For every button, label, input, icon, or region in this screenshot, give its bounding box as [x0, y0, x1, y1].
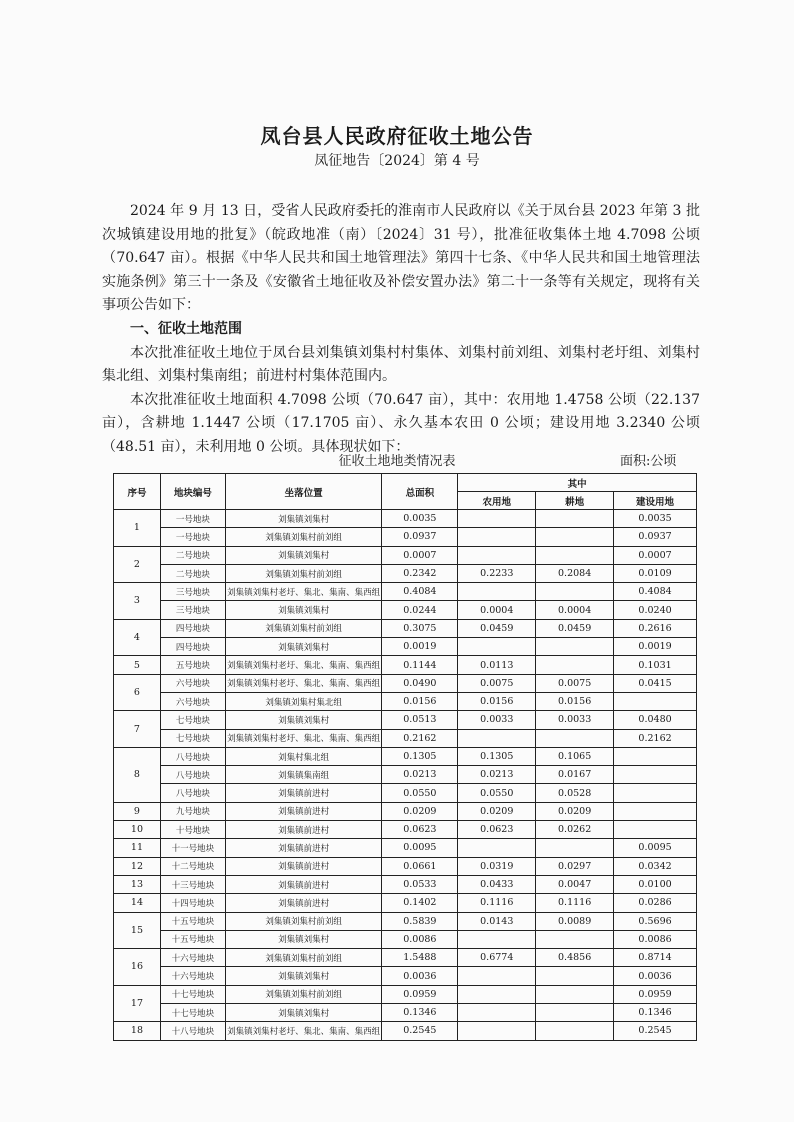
parcel-id-cell: 七号地块	[160, 711, 225, 729]
construction-area-cell: 0.0109	[614, 564, 697, 582]
seq-cell: 12	[114, 857, 161, 875]
location-cell: 刘集镇刘集村	[225, 711, 382, 729]
location-cell: 刘集镇前进村	[225, 839, 382, 857]
seq-cell: 3	[114, 583, 161, 620]
location-cell: 刘集镇集南组	[225, 766, 382, 784]
table-row	[114, 967, 697, 985]
parcel-id-cell: 五号地块	[160, 656, 225, 674]
arable-area-cell	[536, 510, 614, 528]
parcel-id-cell: 八号地块	[160, 766, 225, 784]
parcel-id-cell: 十六号地块	[160, 949, 225, 967]
total-area-cell: 0.0661	[382, 857, 458, 875]
agri-area-cell	[458, 528, 536, 546]
parcel-id-cell: 三号地块	[160, 583, 225, 601]
construction-area-cell: 0.0342	[614, 857, 697, 875]
header-parcel: 地块编号	[160, 474, 225, 510]
seq-cell: 9	[114, 802, 161, 820]
location-cell: 刘集镇刘集村前刘组	[225, 528, 382, 546]
parcel-id-cell: 九号地块	[160, 802, 225, 820]
agri-area-cell	[458, 930, 536, 948]
arable-area-cell	[536, 985, 614, 1003]
location-cell: 刘集村集北组	[225, 747, 382, 765]
construction-area-cell: 0.0480	[614, 711, 697, 729]
table-row	[114, 912, 697, 930]
parcel-id-cell: 一号地块	[160, 510, 225, 528]
total-area-cell: 0.0623	[382, 821, 458, 839]
table-row	[114, 674, 697, 692]
seq-cell: 16	[114, 949, 161, 986]
location-cell: 刘集镇刘集村老圩、集北、集南、集西组	[225, 583, 382, 601]
arable-area-cell: 0.0004	[536, 601, 614, 619]
construction-area-cell: 0.2162	[614, 729, 697, 747]
total-area-cell: 0.1402	[382, 894, 458, 912]
agri-area-cell: 0.0209	[458, 802, 536, 820]
construction-area-cell	[614, 802, 697, 820]
table-row	[114, 564, 697, 582]
seq-cell: 2	[114, 546, 161, 583]
table-row	[114, 985, 697, 1003]
location-cell: 刘集镇刘集村老圩、集北、集南、集西组	[225, 674, 382, 692]
parcel-id-cell: 一号地块	[160, 528, 225, 546]
location-cell: 刘集镇刘集村老圩、集北、集南、集西组	[225, 656, 382, 674]
construction-area-cell	[614, 747, 697, 765]
parcel-id-cell: 十七号地块	[160, 1004, 225, 1022]
parcel-id-cell: 十五号地块	[160, 930, 225, 948]
construction-area-cell: 0.0415	[614, 674, 697, 692]
construction-area-cell: 0.0095	[614, 839, 697, 857]
construction-area-cell: 0.0036	[614, 967, 697, 985]
arable-area-cell: 0.1065	[536, 747, 614, 765]
construction-area-cell	[614, 821, 697, 839]
construction-area-cell	[614, 784, 697, 802]
location-cell: 刘集镇刘集村集北组	[225, 692, 382, 710]
agri-area-cell: 0.0623	[458, 821, 536, 839]
table-row	[114, 528, 697, 546]
total-area-cell: 0.0209	[382, 802, 458, 820]
header-agri: 农用地	[458, 492, 536, 510]
total-area-cell: 0.2162	[382, 729, 458, 747]
location-cell: 刘集镇刘集村	[225, 546, 382, 564]
table-row	[114, 839, 697, 857]
arable-area-cell: 0.0528	[536, 784, 614, 802]
seq-cell: 5	[114, 656, 161, 674]
agri-area-cell: 0.2233	[458, 564, 536, 582]
header-location: 坐落位置	[225, 474, 382, 510]
arable-area-cell	[536, 656, 614, 674]
header-construction: 建设用地	[614, 492, 697, 510]
location-cell: 刘集镇刘集村前刘组	[225, 564, 382, 582]
total-area-cell: 1.5488	[382, 949, 458, 967]
construction-area-cell: 0.0240	[614, 601, 697, 619]
construction-area-cell: 0.8714	[614, 949, 697, 967]
agri-area-cell: 0.0113	[458, 656, 536, 674]
seq-cell: 17	[114, 985, 161, 1022]
arable-area-cell	[536, 839, 614, 857]
agri-area-cell: 0.6774	[458, 949, 536, 967]
location-cell: 刘集镇前进村	[225, 802, 382, 820]
table-row	[114, 619, 697, 637]
table-row	[114, 857, 697, 875]
parcel-id-cell: 十八号地块	[160, 1022, 225, 1040]
seq-cell: 6	[114, 674, 161, 711]
parcel-id-cell: 八号地块	[160, 747, 225, 765]
seq-cell: 1	[114, 510, 161, 547]
table-row	[114, 638, 697, 656]
parcel-id-cell: 十三号地块	[160, 875, 225, 893]
total-area-cell: 0.0035	[382, 510, 458, 528]
parcel-id-cell: 二号地块	[160, 564, 225, 582]
location-cell: 刘集镇前进村	[225, 857, 382, 875]
arable-area-cell: 0.0167	[536, 766, 614, 784]
agri-area-cell	[458, 583, 536, 601]
parcel-id-cell: 十六号地块	[160, 967, 225, 985]
section-heading: 一、征收土地范围	[130, 320, 242, 337]
total-area-cell: 0.0007	[382, 546, 458, 564]
table-row	[114, 546, 697, 564]
table-row	[114, 894, 697, 912]
table-row	[114, 711, 697, 729]
parcel-id-cell: 十七号地块	[160, 985, 225, 1003]
parcel-id-cell: 二号地块	[160, 546, 225, 564]
location-cell: 刘集镇刘集村前刘组	[225, 619, 382, 637]
seq-cell: 10	[114, 821, 161, 839]
arable-area-cell: 0.1116	[536, 894, 614, 912]
location-cell: 刘集镇刘集村	[225, 930, 382, 948]
arable-area-cell: 0.0297	[536, 857, 614, 875]
agri-area-cell	[458, 1022, 536, 1040]
scope-paragraph: 本次批准征收土地位于凤台县刘集镇刘集村村集体、刘集村前刘组、刘集村老圩组、刘集村集北组、刘集村集南组；前进村村集体范围内。	[102, 344, 700, 385]
location-cell: 刘集镇刘集村老圩、集北、集南、集西组	[225, 1022, 382, 1040]
total-area-cell: 0.0019	[382, 638, 458, 656]
header-of-which: 其中	[458, 474, 697, 492]
construction-area-cell: 0.0959	[614, 985, 697, 1003]
arable-area-cell: 0.0047	[536, 875, 614, 893]
table-row	[114, 510, 697, 528]
seq-cell: 13	[114, 875, 161, 893]
total-area-cell: 0.0095	[382, 839, 458, 857]
location-cell: 刘集镇前进村	[225, 784, 382, 802]
construction-area-cell	[614, 766, 697, 784]
table-row	[114, 583, 697, 601]
location-cell: 刘集镇刘集村	[225, 601, 382, 619]
arable-area-cell	[536, 930, 614, 948]
parcel-id-cell: 十一号地块	[160, 839, 225, 857]
agri-area-cell: 0.0143	[458, 912, 536, 930]
agri-area-cell: 0.0433	[458, 875, 536, 893]
agri-area-cell	[458, 985, 536, 1003]
construction-area-cell: 0.5696	[614, 912, 697, 930]
total-area-cell: 0.1144	[382, 656, 458, 674]
construction-area-cell	[614, 692, 697, 710]
construction-area-cell: 0.0937	[614, 528, 697, 546]
location-cell: 刘集镇刘集村	[225, 967, 382, 985]
arable-area-cell	[536, 1004, 614, 1022]
table-row	[114, 949, 697, 967]
location-cell: 刘集镇刘集村前刘组	[225, 985, 382, 1003]
table-row	[114, 1022, 697, 1040]
construction-area-cell: 0.2616	[614, 619, 697, 637]
agri-area-cell: 0.1305	[458, 747, 536, 765]
location-cell: 刘集镇刘集村	[225, 638, 382, 656]
agri-area-cell: 0.0075	[458, 674, 536, 692]
construction-area-cell: 0.0007	[614, 546, 697, 564]
table-row	[114, 1004, 697, 1022]
parcel-id-cell: 三号地块	[160, 601, 225, 619]
total-area-cell: 0.0036	[382, 967, 458, 985]
total-area-cell: 0.5839	[382, 912, 458, 930]
construction-area-cell: 0.0100	[614, 875, 697, 893]
arable-area-cell	[536, 967, 614, 985]
parcel-id-cell: 四号地块	[160, 619, 225, 637]
table-row	[114, 821, 697, 839]
table-caption-row	[0, 450, 794, 470]
total-area-cell: 0.0213	[382, 766, 458, 784]
parcel-id-cell: 十号地块	[160, 821, 225, 839]
construction-area-cell: 0.0286	[614, 894, 697, 912]
header-arable: 耕地	[536, 492, 614, 510]
total-area-cell: 0.0244	[382, 601, 458, 619]
seq-cell: 7	[114, 711, 161, 748]
agri-area-cell	[458, 1004, 536, 1022]
agri-area-cell	[458, 967, 536, 985]
table-row	[114, 766, 697, 784]
total-area-cell: 0.0490	[382, 674, 458, 692]
table-row	[114, 875, 697, 893]
header-total: 总面积	[382, 474, 458, 510]
agri-area-cell	[458, 546, 536, 564]
arable-area-cell	[536, 528, 614, 546]
parcel-id-cell: 七号地块	[160, 729, 225, 747]
arable-area-cell	[536, 583, 614, 601]
total-area-cell: 0.0959	[382, 985, 458, 1003]
parcel-id-cell: 八号地块	[160, 784, 225, 802]
arable-area-cell	[536, 638, 614, 656]
construction-area-cell: 0.2545	[614, 1022, 697, 1040]
table-row	[114, 802, 697, 820]
intro-paragraph: 2024 年 9 月 13 日，受省人民政府委托的淮南市人民政府以《关于凤台县 2023 年第 3 批次城镇建设用地的批复》（皖政地准（南）〔2024〕31 号），批准征收集体土地 4.7098 公顷（70.647 亩）。根据《中华人民共和国土地管理法》第四十七条、《中华人民共和国土地管理法实施条例》第三十一条及《安徽省土地征收及补偿安置办法》第二十一条等有关规定，现将有关事项公告如下：	[102, 203, 700, 314]
arable-area-cell: 0.0209	[536, 802, 614, 820]
document-body	[102, 200, 700, 460]
total-area-cell: 0.0156	[382, 692, 458, 710]
construction-area-cell: 0.1346	[614, 1004, 697, 1022]
seq-cell: 8	[114, 747, 161, 802]
table-row	[114, 729, 697, 747]
agri-area-cell: 0.0213	[458, 766, 536, 784]
table-row	[114, 656, 697, 674]
table-row	[114, 747, 697, 765]
total-area-cell: 0.2342	[382, 564, 458, 582]
seq-cell: 15	[114, 912, 161, 949]
table-row	[114, 601, 697, 619]
arable-area-cell: 0.2084	[536, 564, 614, 582]
arable-area-cell: 0.4856	[536, 949, 614, 967]
arable-area-cell: 0.0089	[536, 912, 614, 930]
arable-area-cell: 0.0075	[536, 674, 614, 692]
arable-area-cell	[536, 1022, 614, 1040]
table-row	[114, 784, 697, 802]
agri-area-cell	[458, 510, 536, 528]
total-area-cell: 0.0550	[382, 784, 458, 802]
parcel-id-cell: 十四号地块	[160, 894, 225, 912]
agri-area-cell: 0.1116	[458, 894, 536, 912]
header-seq: 序号	[114, 474, 161, 510]
agri-area-cell: 0.0156	[458, 692, 536, 710]
parcel-id-cell: 十二号地块	[160, 857, 225, 875]
parcel-id-cell: 四号地块	[160, 638, 225, 656]
location-cell: 刘集镇刘集村前刘组	[225, 912, 382, 930]
agri-area-cell	[458, 839, 536, 857]
total-area-cell: 0.0086	[382, 930, 458, 948]
location-cell: 刘集镇刘集村	[225, 1004, 382, 1022]
arable-area-cell	[536, 546, 614, 564]
location-cell: 刘集镇刘集村前刘组	[225, 949, 382, 967]
seq-cell: 18	[114, 1022, 161, 1040]
total-area-cell: 0.1346	[382, 1004, 458, 1022]
total-area-cell: 0.0937	[382, 528, 458, 546]
total-area-cell: 0.1305	[382, 747, 458, 765]
arable-area-cell	[536, 729, 614, 747]
agri-area-cell: 0.0550	[458, 784, 536, 802]
construction-area-cell: 0.0086	[614, 930, 697, 948]
total-area-cell: 0.2545	[382, 1022, 458, 1040]
arable-area-cell: 0.0033	[536, 711, 614, 729]
construction-area-cell: 0.1031	[614, 656, 697, 674]
arable-area-cell: 0.0156	[536, 692, 614, 710]
table-caption: 征收土地地类情况表	[338, 454, 456, 469]
arable-area-cell: 0.0262	[536, 821, 614, 839]
area-paragraph: 本次批准征收土地面积 4.7098 公顷（70.647 亩），其中：农用地 1.4758 公顷（22.137 亩），含耕地 1.1447 公顷（17.1705 亩）、永久基本农田 0 公顷；建设用地 3.2340 公顷（48.51 亩），未利用地 0 公顷。具体现状如下：	[102, 391, 700, 455]
arable-area-cell: 0.0459	[536, 619, 614, 637]
seq-cell: 4	[114, 619, 161, 656]
total-area-cell: 0.0533	[382, 875, 458, 893]
agri-area-cell: 0.0004	[458, 601, 536, 619]
parcel-id-cell: 十五号地块	[160, 912, 225, 930]
agri-area-cell: 0.0033	[458, 711, 536, 729]
construction-area-cell: 0.0019	[614, 638, 697, 656]
table-unit: 面积:公顷	[620, 454, 677, 469]
location-cell: 刘集镇刘集村老圩、集北、集南、集西组	[225, 729, 382, 747]
table-body	[114, 510, 697, 1041]
land-category-table	[113, 473, 697, 1041]
document-title: 凤台县人民政府征收土地公告	[260, 124, 534, 148]
location-cell: 刘集镇前进村	[225, 875, 382, 893]
construction-area-cell: 0.0035	[614, 510, 697, 528]
location-cell: 刘集镇前进村	[225, 894, 382, 912]
location-cell: 刘集镇刘集村	[225, 510, 382, 528]
location-cell: 刘集镇前进村	[225, 821, 382, 839]
table-row	[114, 930, 697, 948]
table-row	[114, 692, 697, 710]
agri-area-cell	[458, 638, 536, 656]
parcel-id-cell: 六号地块	[160, 692, 225, 710]
agri-area-cell	[458, 729, 536, 747]
seq-cell: 11	[114, 839, 161, 857]
construction-area-cell: 0.4084	[614, 583, 697, 601]
total-area-cell: 0.3075	[382, 619, 458, 637]
total-area-cell: 0.0513	[382, 711, 458, 729]
total-area-cell: 0.4084	[382, 583, 458, 601]
parcel-id-cell: 六号地块	[160, 674, 225, 692]
agri-area-cell: 0.0319	[458, 857, 536, 875]
seq-cell: 14	[114, 894, 161, 912]
document-number: 凤征地告〔2024〕第 4 号	[314, 153, 480, 169]
agri-area-cell: 0.0459	[458, 619, 536, 637]
